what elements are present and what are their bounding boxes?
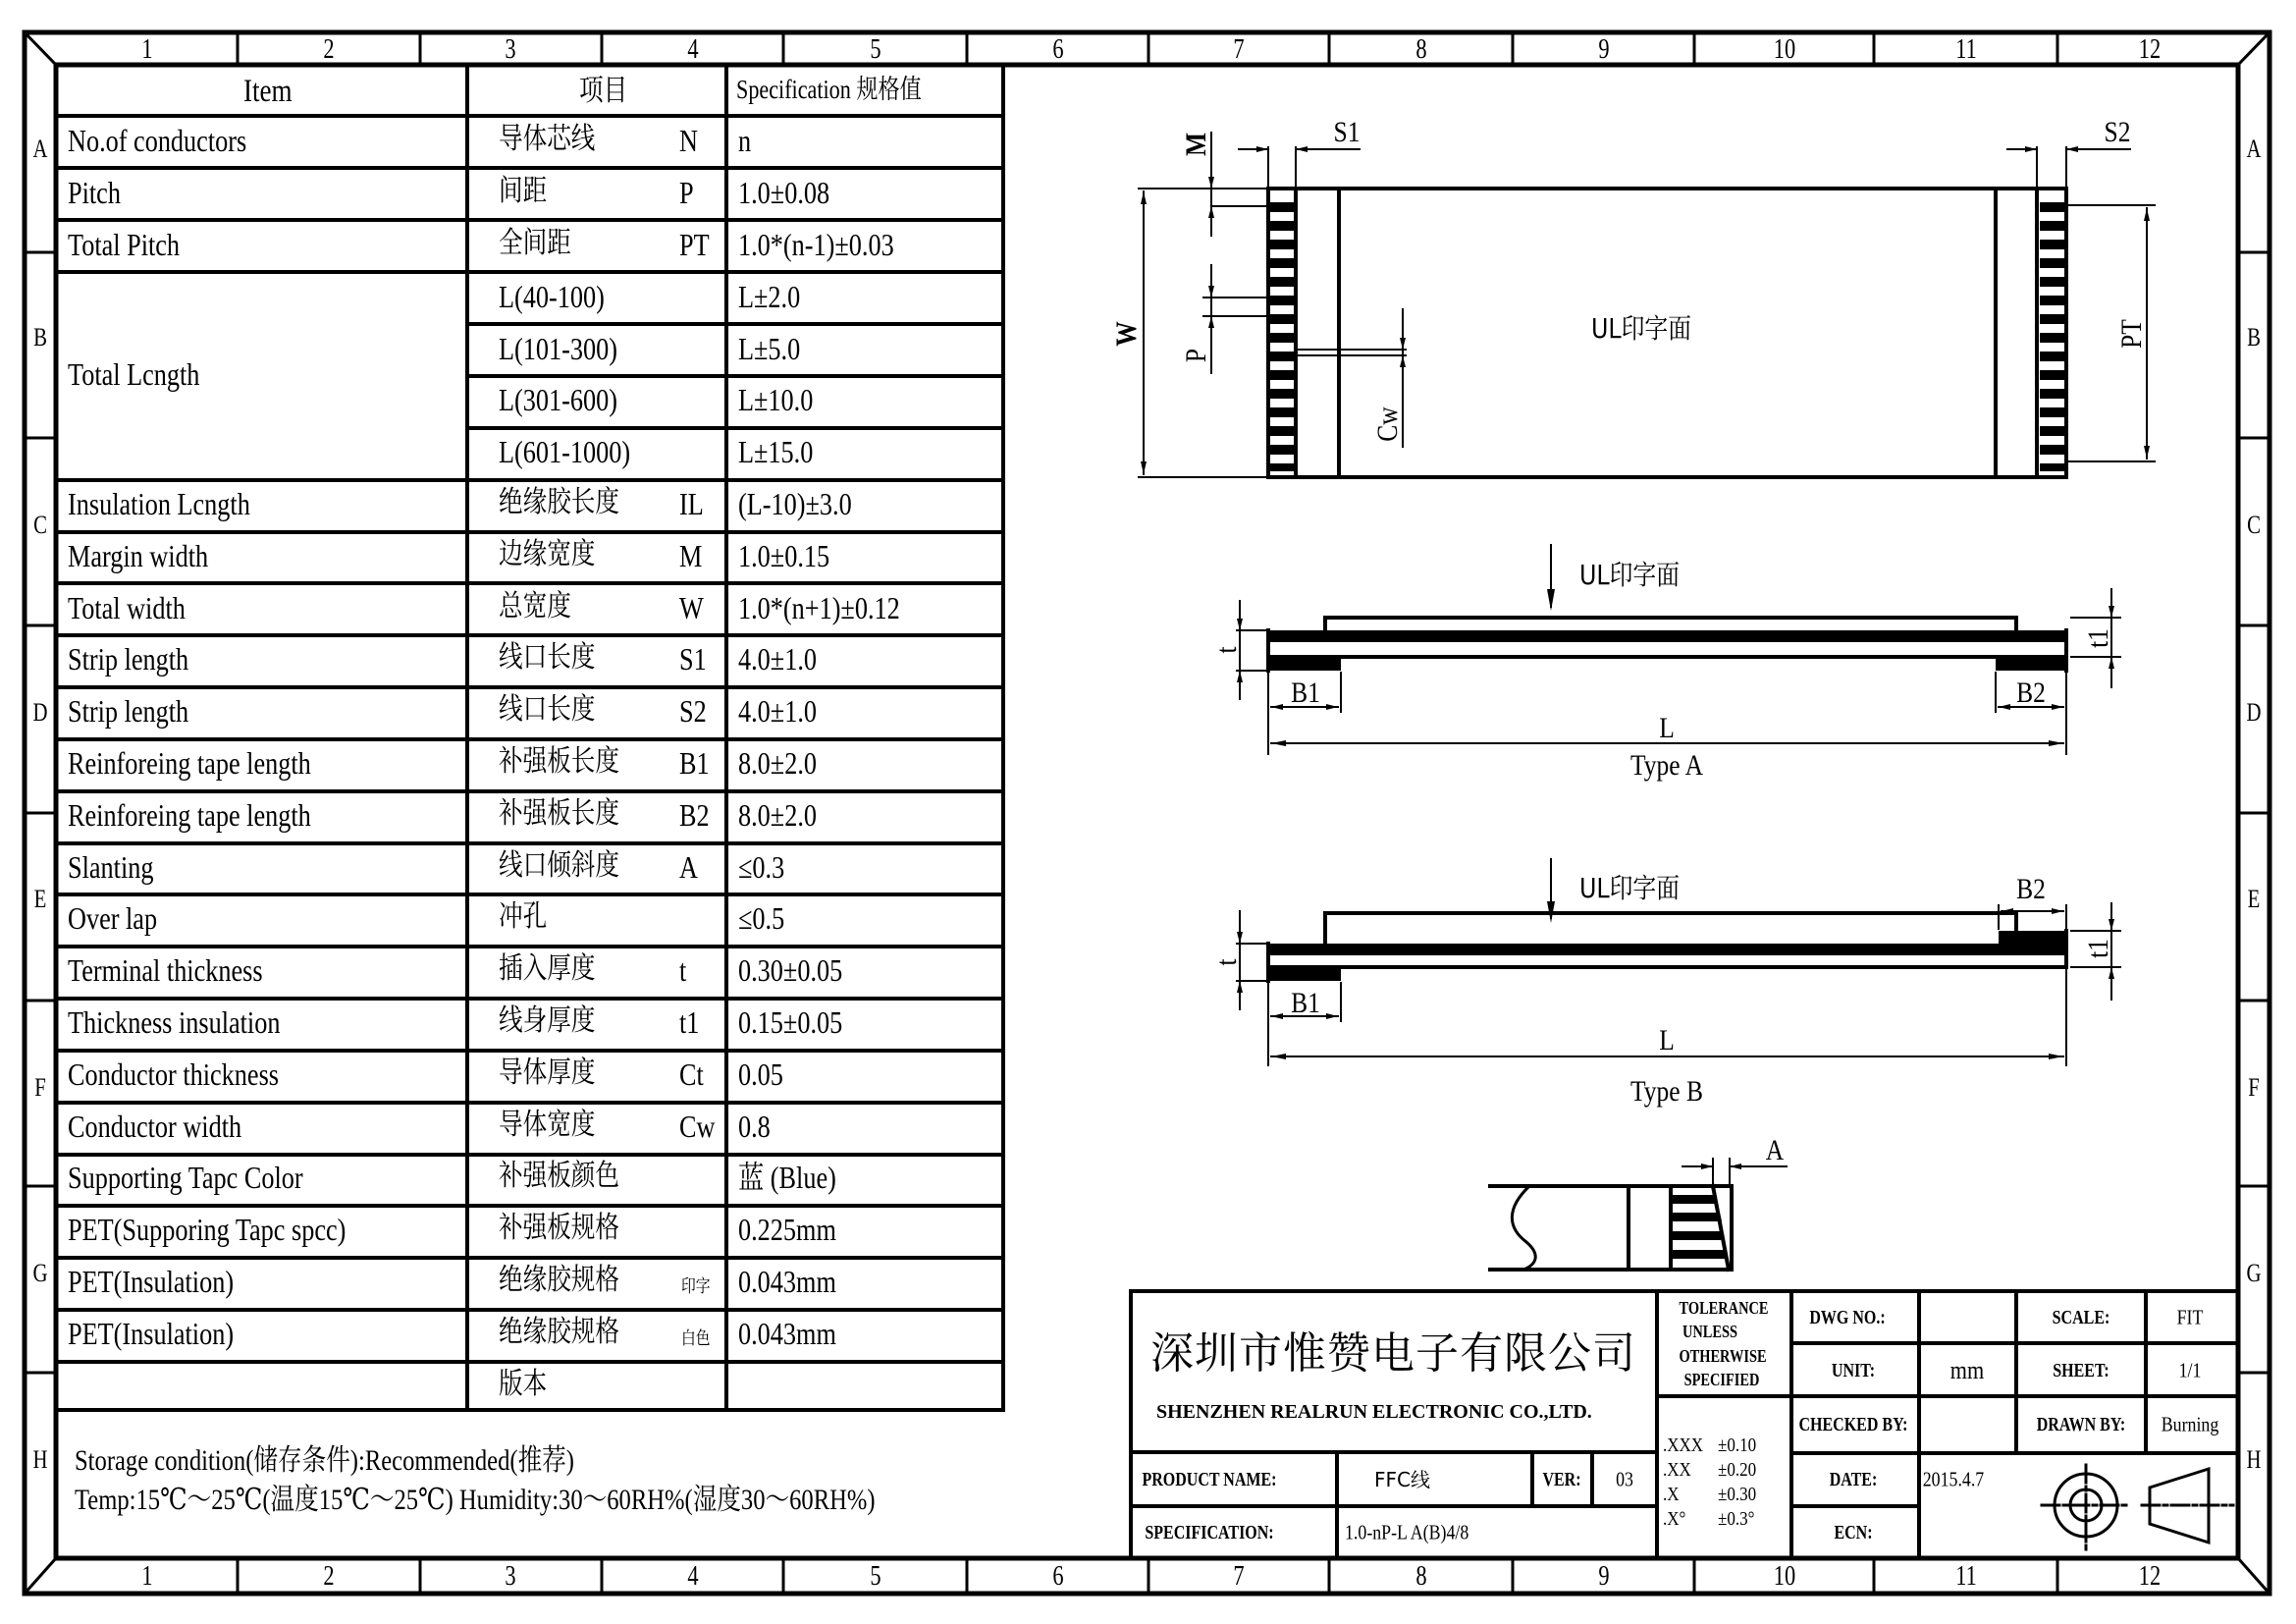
spec-value: 蓝 (Blue) [738, 1160, 836, 1196]
item-label: Strip length [68, 641, 189, 677]
row-label: C [2247, 511, 2261, 539]
item-symbol: B2 [679, 796, 710, 833]
col-label: 6 [1052, 1561, 1064, 1592]
col-label: 9 [1598, 34, 1610, 65]
col-label: 5 [870, 34, 881, 65]
item-label: Total Pitch [68, 227, 181, 262]
item-symbol: M [679, 537, 703, 573]
item-label: Slanting [68, 848, 154, 885]
spec-value: 1.0*(n+1)±0.12 [738, 589, 900, 625]
row-label: A [2246, 135, 2262, 163]
item-symbol: Cw [679, 1108, 716, 1144]
col-label: 8 [1415, 1561, 1427, 1592]
dim-b1: B1 [1291, 987, 1320, 1019]
item-cn-label: L(601-1000) [499, 434, 631, 470]
item-label: Over lap [68, 900, 158, 937]
sheet-label: SHEET: [2053, 1360, 2109, 1381]
header-spec: Specification 规格值 [736, 75, 922, 104]
item-symbol: t1 [679, 1004, 700, 1040]
item-label: Strip length [68, 693, 189, 730]
item-cn-label: 绝缘胶规格 [499, 1314, 619, 1349]
tolerance-value: ±0.3° [1718, 1508, 1755, 1530]
item-cn-label: 导体宽度 [499, 1107, 596, 1142]
tolerance-value: ±0.30 [1718, 1484, 1757, 1505]
tolerance-value: ±0.20 [1718, 1459, 1757, 1481]
item-cn-label: 补强板长度 [499, 744, 619, 779]
header-item-cn: 项目 [579, 74, 628, 108]
inner-frame [56, 65, 2238, 1558]
sheet-value: 1/1 [2178, 1358, 2202, 1382]
item-cn-label: 线身厚度 [499, 1003, 596, 1038]
col-label: 6 [1052, 34, 1064, 65]
spec-value: 0.30±0.05 [738, 952, 843, 989]
spec-value: ≤0.5 [738, 900, 785, 937]
item-symbol: 白色 [681, 1327, 711, 1349]
item-label: Total Lcngth [68, 356, 200, 392]
row-label: B [2247, 323, 2261, 352]
drawn-by-label: DRAWN BY: [2036, 1414, 2126, 1435]
item-cn-label: 补强板颜色 [499, 1159, 619, 1194]
item-symbol: PT [679, 227, 710, 262]
spec-value: 1.0±0.08 [738, 175, 830, 211]
item-label: PET(Insulation) [68, 1315, 235, 1351]
company-name-en: SHENZHEN REALRUN ELECTRONIC CO.,LTD. [1156, 1401, 1592, 1423]
projection-symbol-icon [2042, 1465, 2233, 1551]
dim-t: t [1210, 958, 1243, 966]
ul-print-side-label: UL印字面 [1590, 312, 1692, 345]
col-label: 10 [1773, 34, 1796, 65]
dim-b1: B1 [1291, 677, 1320, 709]
tolerance-key: .XXX [1663, 1435, 1704, 1456]
item-cn-label: 线口长度 [499, 640, 596, 676]
type-b-arrowheads [1237, 901, 2114, 1059]
item-cn-label: L(40-100) [499, 278, 605, 314]
row-label: G [32, 1259, 48, 1287]
row-label: D [2246, 698, 2262, 727]
ver-value: 03 [1616, 1467, 1633, 1491]
item-symbol: N [679, 123, 698, 159]
dim-t1: t1 [2082, 939, 2114, 958]
col-label: 7 [1233, 1561, 1245, 1592]
item-cn-label: 补强板规格 [499, 1211, 619, 1246]
item-symbol: P [679, 175, 694, 211]
dim-cw: Cw [1371, 406, 1404, 442]
row-label: C [33, 511, 47, 539]
spec-value: 0.8 [738, 1108, 771, 1144]
col-label: 1 [141, 34, 153, 65]
item-symbol: S2 [679, 693, 707, 730]
right-conductor-ends [2040, 202, 2064, 471]
product-name-label: PRODUCT NAME: [1142, 1469, 1277, 1490]
item-cn-label: L(301-600) [499, 382, 617, 418]
spec-value: L±15.0 [738, 434, 814, 470]
item-symbol: A [679, 848, 698, 885]
dim-t1: t1 [2082, 628, 2114, 648]
item-label: Margin width [68, 537, 209, 573]
item-cn-label: 全间距 [499, 226, 571, 260]
col-label: 5 [870, 1561, 881, 1592]
type-a-arrowheads [1237, 589, 2114, 746]
row-label: B [33, 323, 47, 352]
tolerance-header-line: SPECIFIED [1683, 1370, 1760, 1389]
left-conductor-ends [1270, 202, 1294, 471]
spec-value: 0.225mm [738, 1212, 836, 1248]
spec-value: 0.05 [738, 1056, 783, 1092]
col-label: 3 [505, 34, 516, 65]
col-label: 9 [1598, 1561, 1610, 1592]
tolerance-header-line: UNLESS [1682, 1322, 1738, 1341]
spec-value: 1.0±0.15 [738, 537, 830, 573]
tolerance-value: ±0.10 [1718, 1435, 1757, 1456]
dim-m: M [1180, 132, 1212, 157]
col-label: 7 [1233, 34, 1245, 65]
col-label: 8 [1415, 34, 1427, 65]
item-symbol: 印字 [681, 1276, 711, 1297]
dim-s1: S1 [1333, 116, 1361, 148]
row-label: E [2247, 885, 2261, 913]
dim-l: L [1659, 712, 1675, 744]
tolerance-key: .X° [1663, 1508, 1686, 1530]
row-label: H [32, 1445, 48, 1474]
dim-l: L [1659, 1024, 1675, 1056]
item-label: PET(Insulation) [68, 1264, 235, 1299]
storage-line-2: Temp:15℃～25℃(温度15℃～25℃) Humidity:30～60RH%(湿度30～60RH%) [75, 1484, 876, 1516]
col-label: 11 [1955, 34, 1977, 65]
item-cn-label: 版本 [499, 1366, 548, 1401]
item-cn-label: 补强板长度 [499, 795, 619, 831]
col-label: 2 [323, 34, 335, 65]
dim-s2: S2 [2104, 116, 2131, 148]
tolerance-header-line: TOLERANCE [1679, 1298, 1769, 1318]
dim-p: P [1180, 348, 1212, 363]
row-label: E [33, 885, 47, 913]
col-label: 3 [505, 1561, 516, 1592]
item-cn-label: 导体芯线 [499, 122, 596, 157]
spec-value: L±5.0 [738, 330, 801, 366]
scale-value: FIT [2176, 1305, 2204, 1329]
specification-value: 1.0-nP-L A(B)4/8 [1345, 1520, 1469, 1544]
item-symbol: W [679, 589, 704, 625]
col-label: 4 [687, 34, 699, 65]
storage-line-1: Storage condition(储存条件):Recommended(推荐) [75, 1444, 574, 1477]
col-label: 1 [141, 1561, 153, 1592]
top-view-arrowheads [1141, 146, 2150, 474]
dim-pt: PT [2115, 319, 2148, 349]
row-label: A [32, 135, 48, 163]
spec-value: 0.15±0.05 [738, 1004, 843, 1040]
spec-value: 4.0±1.0 [738, 641, 818, 677]
col-label: 10 [1773, 1561, 1796, 1592]
col-label: 2 [323, 1561, 335, 1592]
item-symbol: S1 [679, 641, 707, 677]
tolerance-key: .X [1663, 1484, 1680, 1505]
specification-label: SPECIFICATION: [1145, 1522, 1274, 1543]
dim-b2: B2 [2016, 677, 2046, 709]
item-cn-label: 冲孔 [499, 899, 548, 935]
ecn-label: ECN: [1834, 1522, 1873, 1543]
item-label: Pitch [68, 175, 121, 211]
item-label: Insulation Lcngth [68, 486, 250, 521]
spec-value: 8.0±2.0 [738, 745, 818, 781]
tolerance-header-line: OTHERWISE [1679, 1346, 1767, 1366]
item-label: Terminal thickness [68, 952, 263, 989]
item-label: Thickness insulation [68, 1004, 281, 1040]
row-label: F [2248, 1073, 2260, 1102]
item-symbol: IL [679, 486, 704, 521]
item-cn-label: 总宽度 [499, 588, 571, 623]
col-label: 12 [2138, 34, 2162, 65]
item-label: Total width [68, 589, 186, 625]
spec-value: 0.043mm [738, 1264, 836, 1299]
row-label: H [2246, 1445, 2262, 1474]
item-symbol: t [679, 952, 687, 989]
dim-a: A [1765, 1134, 1785, 1166]
spec-value: 8.0±2.0 [738, 796, 818, 833]
item-label: PET(Supporing Tapc spcc) [68, 1212, 347, 1248]
col-label: 4 [687, 1561, 699, 1592]
dim-t: t [1210, 646, 1243, 654]
ver-label: VER: [1542, 1469, 1581, 1490]
ul-print-side-label: UL印字面 [1578, 872, 1681, 904]
date-value: 2015.4.7 [1922, 1467, 1985, 1491]
drawn-by-value: Burning [2161, 1412, 2219, 1436]
item-label: No.of conductors [68, 123, 247, 159]
item-cn-label: 线口长度 [499, 692, 596, 728]
dim-b2: B2 [2016, 873, 2046, 905]
spec-table-grid [56, 65, 1003, 1410]
unit-value: mm [1949, 1356, 1985, 1384]
header-item: Item [243, 74, 293, 109]
spec-value: L±10.0 [738, 382, 814, 418]
spec-value: 0.043mm [738, 1315, 836, 1351]
type-b-view [1268, 913, 2066, 981]
spec-value: L±2.0 [738, 278, 801, 314]
row-label: D [32, 698, 48, 727]
outer-frame [25, 32, 2269, 1594]
type-b-title: Type B [1629, 1075, 1704, 1108]
spec-value: 4.0±1.0 [738, 693, 818, 730]
item-symbol: B1 [679, 745, 710, 781]
spec-value: n [738, 123, 752, 159]
row-label: F [34, 1073, 46, 1102]
unit-label: UNIT: [1831, 1360, 1876, 1381]
item-cn-label: 导体厚度 [499, 1055, 596, 1090]
item-cn-label: 边缘宽度 [499, 536, 596, 571]
dwg-no-label: DWG NO.: [1809, 1307, 1886, 1328]
product-name-value: FFC线 [1374, 1468, 1430, 1491]
col-label: 12 [2138, 1561, 2162, 1592]
scale-label: SCALE: [2052, 1307, 2110, 1328]
item-cn-label: L(101-300) [499, 330, 617, 366]
item-label: Supporting Tapc Color [68, 1160, 303, 1196]
spec-value: 1.0*(n-1)±0.03 [738, 227, 894, 262]
type-a-view [1268, 618, 2066, 671]
checked-by-label: CHECKED BY: [1798, 1414, 1908, 1435]
item-label: Conductor thickness [68, 1056, 279, 1092]
item-label: Conductor width [68, 1108, 242, 1144]
item-cn-label: 绝缘胶规格 [499, 1263, 619, 1297]
row-label: G [2246, 1259, 2262, 1287]
item-cn-label: 插入厚度 [499, 951, 596, 987]
spec-value: ≤0.3 [738, 848, 785, 885]
item-symbol: Ct [679, 1056, 704, 1092]
company-name-cn: 深圳市惟赞电子有限公司 [1150, 1328, 1636, 1379]
date-label: DATE: [1829, 1469, 1878, 1490]
tolerance-key: .XX [1663, 1459, 1691, 1481]
col-label: 11 [1955, 1561, 1977, 1592]
spec-value: (L-10)±3.0 [738, 486, 852, 521]
item-cn-label: 线口倾斜度 [499, 847, 619, 883]
dim-w: W [1110, 321, 1143, 347]
ul-print-side-label: UL印字面 [1578, 559, 1681, 591]
item-cn-label: 间距 [499, 174, 548, 209]
item-cn-label: 绝缘胶长度 [499, 485, 619, 519]
type-a-title: Type A [1629, 749, 1704, 782]
item-label: Reinforeing tape length [68, 796, 311, 833]
item-label: Reinforeing tape length [68, 745, 311, 781]
